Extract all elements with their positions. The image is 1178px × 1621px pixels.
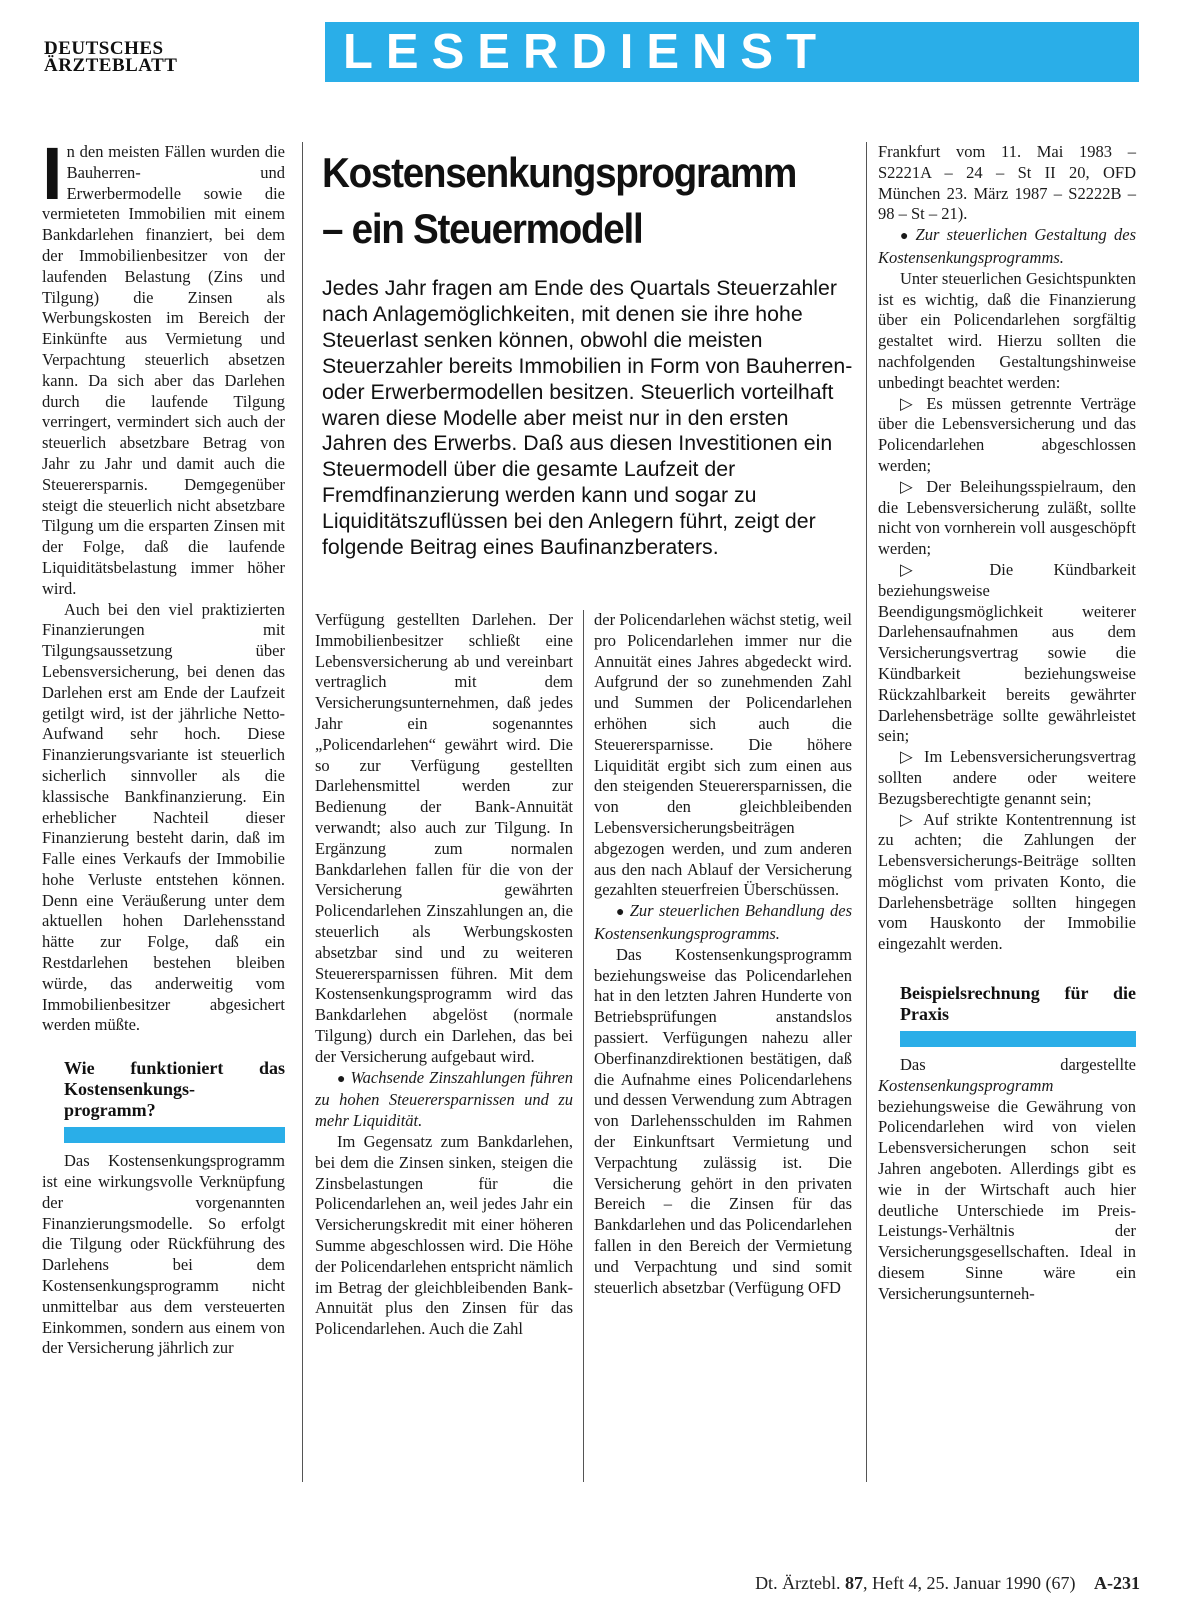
lead-paragraph: Jedes Jahr fragen am Ende des Quartals Steuerzahler nach Anlagemöglichkeiten, mit denen sie ihre hohe Steuerlast senken können, obwohl die meisten Steuerzahler bereits Immobilien in Form von Bauherren- oder Erwerbermodellen besitzen. Steuerlich vorteilhaft waren diese Modelle aber meist nur in den ersten Jahren des Erwerbs. Daß aus diesen Investitionen ein Steuermodell über die gesamte Laufzeit der Fremdfinanzierung werden kann und sogar zu Liquiditätszuflüssen bei den Anlegern führt, zeigt der folgende Beitrag eines Baufinanzberaters. [322, 276, 853, 560]
headline-line-2: – ein Steuermodell [322, 205, 643, 252]
subhead-wie-funktioniert: Wie funktioniert das Kostensenkungs-programm? [64, 1058, 285, 1121]
column-3 [594, 610, 852, 1298]
logo-line-2: ÄRZTEBLATT [44, 55, 178, 76]
footer-journal: Dt. Ärztebl. [755, 1573, 841, 1593]
column-divider-1 [302, 142, 303, 1482]
column-divider-2 [583, 610, 584, 1482]
column-divider-3 [866, 142, 867, 1482]
col3-paragraph-2: Das Kostensenkungsprogramm beziehungsweise das Policendarlehen hat in den letzten Jahren Hunderte von Betriebsprüfungen anstandslos passiert. Verfügungen nahezu aller Oberfinanzdirektionen bestätigen, daß die Aufnahme eines Policendarlehens und dessen Verwendung zum Abtragen von Darlehensschulden im Rahmen der Einkunftsart Vermietung und Verpachtung zulässig ist. Die Versicherung gehört in den privaten Bereich – die Zinsen für das Bankdarlehen und das Policendarlehen fallen in den Bereich der Vermietung und Verpachtung und sind somit steuerlich absetzbar (Verfügung OFD [594, 944, 852, 1297]
column-1 [42, 132, 285, 1359]
col1-paragraph-2: Auch bei den viel praktizierten Finanzierungen mit Tilgungsaussetzung über Lebensversicherung, bei denen das Darlehen erst am Ende der Laufzeit getilgt wird, ist der jährliche Netto-Aufwand sehr hoch. Diese Finanzierungsvariante ist steuerlich sicherlich sinnvoller als die klassische Bankfinanzierung. Ein erheblicher Nachteil dieser Finanzierung besteht darin, daß im Falle eines Verkaufs der Immobilie hohe Verluste entstehen können. Denn eine Veräußerung unter dem aktuellen hohen Darlehensstand hätte zur Folge, daß ein Restdarlehen bestehen bleiben würde, das anderweitig vom Immobilienbesitzer abgesichert werden müßte. [42, 599, 285, 1035]
column-4 [878, 142, 1136, 1305]
column-2 [315, 610, 573, 1340]
col2-paragraph-2: Im Gegensatz zum Bankdarlehen, bei dem die Zinsen sinken, steigen die Zinsbelastungen für die Policendarlehen an, weil jedes Jahr ein Versicherungskredit mit einer höheren Summe abgeschlossen wird. Die Höhe der Policendarlehen entspricht nämlich im Betrag der gleichbleibenden Bank-Annuität plus den Zinsen für das Policendarlehen. Auch die Zahl [315, 1131, 573, 1339]
logo-line-1: DEUTSCHES [44, 38, 164, 59]
bullet-icon: ● [337, 1071, 347, 1087]
page-footer [640, 1572, 1140, 1594]
col4-paragraph-3: Das dargestellte Kostensenkungsprogramm beziehungsweise die Gewährung von Policendarlehen wird von vielen Lebensversicherungen schon seit Jahren angeboten. Allerdings gibt es wie in der Wirtschaft auch hier deutliche Unterschiede im Preis-Leistungs-Verhältnis der Versicherungsgesellschaften. Ideal in diesem Sinne wäre ein Versicherungsunterneh- [878, 1055, 1136, 1303]
col1-paragraph-1: In den meisten Fällen wurden die Bauherren- und Erwerbermodelle sowie die vermieteten Immobilien mit einem Bankdarlehen finanziert, bei dem der Immobilienbesitzer von der laufenden Belastung (Zins und Tilgung) die Zinsen als Werbungskosten im Bereich der Einkünfte aus Vermietung und Verpachtung steuerlich absetzen kann. Da sich aber das Darlehen durch die laufende Tilgung verringert, vermindert sich auch der steuerlich absetzbare Betrag von Jahr zu Jahr und damit auch die Steuerersparnis. Demgegenüber steigt die steuerlich nicht absetzbare Tilgung um die ersparten Zinsen mit der Folge, daß die laufende Liquiditätsbelastung immer höher wird. [42, 132, 285, 598]
headline-line-1: Kostensenkungsprogramm [322, 149, 797, 196]
col3-paragraph-1: der Policendarlehen wächst stetig, weil pro Policendarlehen immer nur die Annuität eines Jahres abgedeckt wird. Aufgrund der so zunehmenden Zahl und Summen der Policendarlehen erhöhen sich auch die Steuerersparnisse. Die höhere Liquidität ergibt sich zum einen aus den steigenden Steuerersparnissen, die von den gleichbleibenden Lebensversicherungsbeiträgen abgezogen werden, und zum anderen aus den nach Ablauf der Versicherung gezahlten steuerfreien Überschüssen. [594, 610, 852, 900]
headline [322, 145, 819, 257]
col3-bullet: ● Zur steuerlichen Behandlung des Kostensenkungsprogramms. [594, 901, 852, 943]
col4-item-1: ▷ Es müssen getrennte Verträge über die Lebensversicherung und das Policendarlehen abgeschlossen werden; [878, 393, 1136, 475]
footer-page-number: A-231 [1094, 1573, 1140, 1593]
footer-volume: 87 [845, 1573, 864, 1593]
col1-paragraph-3: Das Kostensenkungsprogramm ist eine wirkungsvolle Verknüpfung der vorgenannten Finanzierungsmodelle. So erfolgt die Tilgung oder Rückführung des Darlehens bei dem Kostensenkungsprogramm nicht unmittelbar aus dem versteuerten Einkommen, sondern aus einem von der Versicherung jährlich zur [42, 1151, 285, 1358]
col4-bullet: ● Zur steuerlichen Gestaltung des Kostensenkungsprogramms. [878, 225, 1136, 267]
col2-paragraph-1: Verfügung gestellten Darlehen. Der Immobilienbesitzer schließt eine Lebensversicherung ab und vereinbart vertraglich mit dem Versicherungsunternehmen, daß jedes Jahr ein sogenanntes „Policendarlehen“ gewährt wird. Die so zur Verfügung gestellten Darlehensmittel werden zur Bedienung der Bank-Annuität verwandt; also auch zur Tilgung. In Ergänzung zum normalen Bankdarlehen fallen für die von der Versicherung gewährten Policendarlehen Zinszahlungen an, die steuerlich als Werbungskosten absetzbar sind und zu weiteren Steuerersparnissen führen. Mit dem Kostensenkungsprogramm wird das Bankdarlehen abgelöst (normale Tilgung) durch ein Darlehen, das bei der Versicherung aufgebaut wird. [315, 610, 573, 1066]
col4-item-2: ▷ Der Beleihungsspielraum, den die Lebensversicherung zuläßt, sollte nicht von vornherein voll ausgeschöpft werden; [878, 476, 1136, 559]
subhead-bar [900, 1031, 1136, 1047]
subhead-bar [64, 1127, 285, 1143]
section-title: LESERDIENST [343, 25, 830, 79]
col4-item-5: ▷ Auf strikte Kontentrennung ist zu achten; die Zahlungen der Lebensversicherungs-Beiträge sollten möglichst vom privaten Konto, die Darlehensbeträge sollten hingegen vom Hauskonto der Immobilie eingezahlt werden. [878, 809, 1136, 954]
masthead-logo [44, 40, 224, 74]
col2-bullet: ● Wachsende Zinszahlungen führen zu hohen Steuerersparnissen und zu mehr Liquidität. [315, 1067, 573, 1131]
subhead-beispielsrechnung: Beispielsrechnung für die Praxis [900, 983, 1136, 1025]
bullet-icon: ● [616, 905, 626, 921]
col4-item-4: ▷ Im Lebensversicherungsvertrag sollten andere oder weitere Bezugsberechtigte genannt sein; [878, 747, 1136, 808]
section-banner [325, 22, 1139, 82]
bullet-icon: ● [900, 229, 912, 245]
footer-issue: , Heft 4, 25. Januar 1990 (67) [863, 1573, 1076, 1593]
drop-cap: I [42, 132, 63, 215]
col4-item-3: ▷ Die Kündbarkeit beziehungsweise Beendigungsmöglichkeit weiterer Darlehensaufnahmen aus dem Versicherungsvertrag sowie die Kündbarkeit beziehungsweise Rückzahlbarkeit bereits gewährter Darlehensbeträge sollte gewährleistet sein; [878, 559, 1136, 746]
col4-paragraph-2: Unter steuerlichen Gesichtspunkten ist es wichtig, daß die Finanzierung über ein Policendarlehen sorgfältig gestaltet wird. Hierzu sollten die nachfolgenden Gestaltungshinweise unbedingt beachtet werden: [878, 268, 1136, 392]
col4-paragraph-1: Frankfurt vom 11. Mai 1983 – S2221A – 24 – St II 20, OFD München 23. März 1987 – S2222B – 98 – St – 21). [878, 142, 1136, 224]
